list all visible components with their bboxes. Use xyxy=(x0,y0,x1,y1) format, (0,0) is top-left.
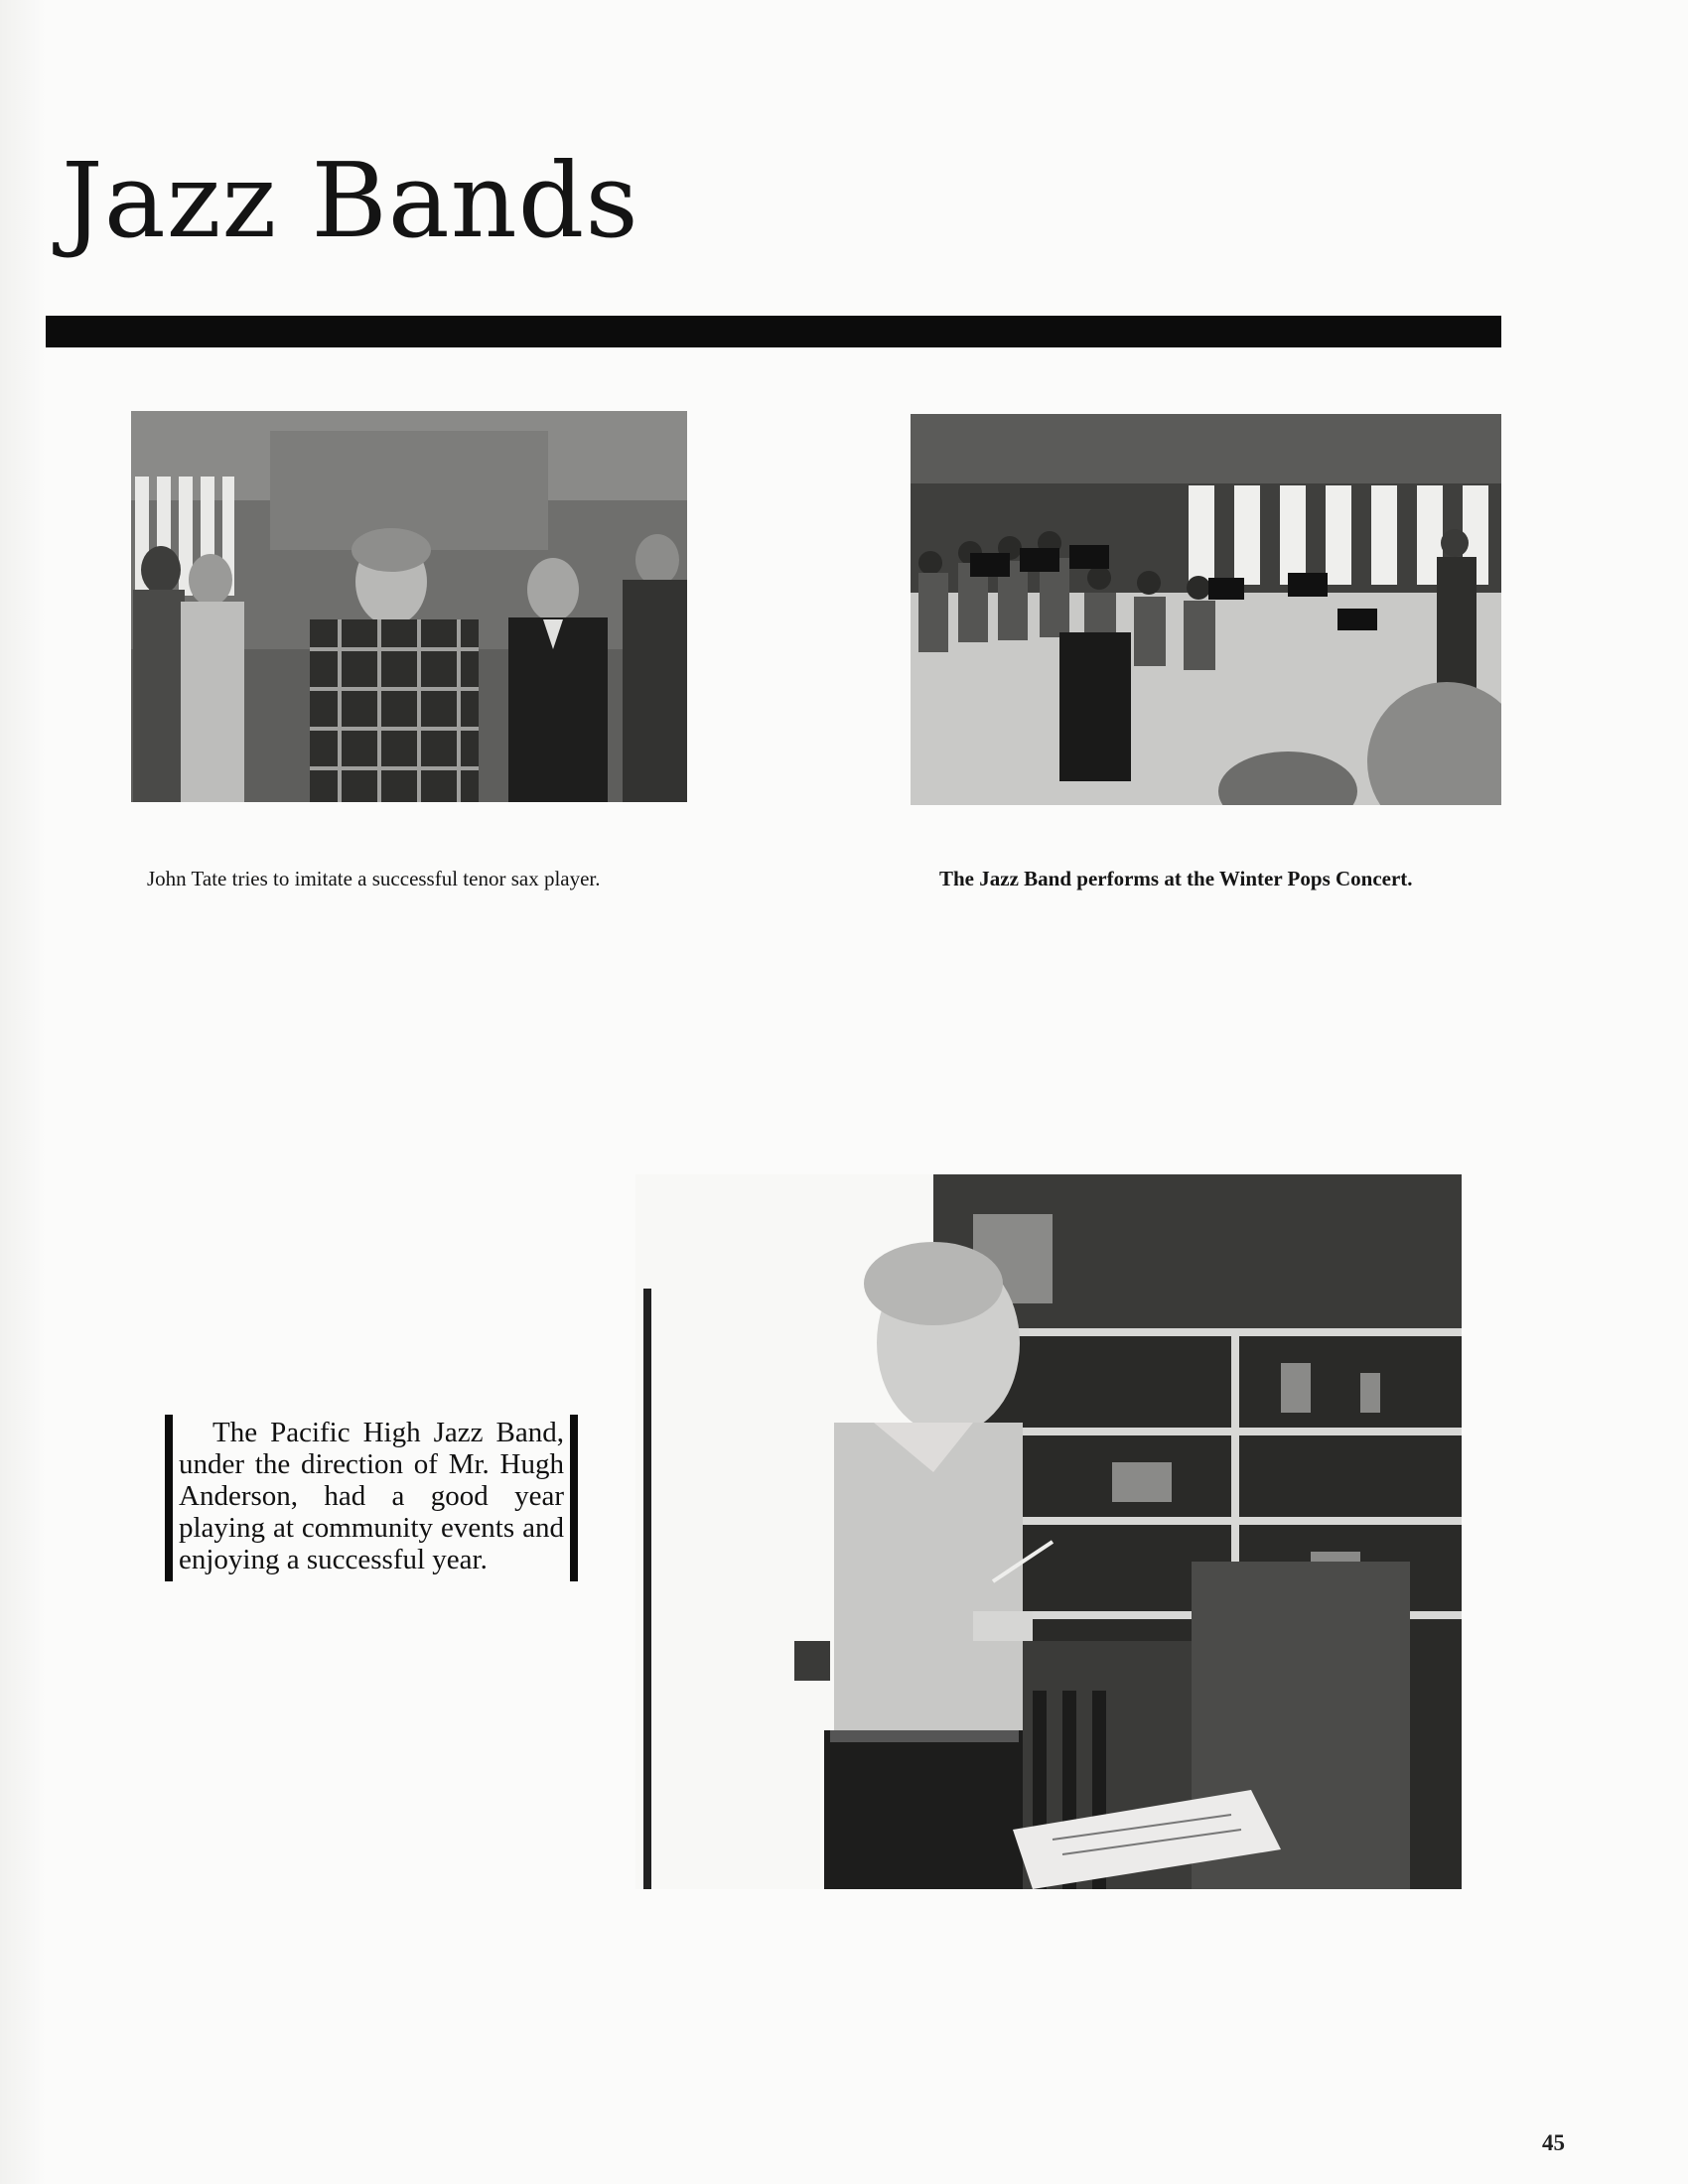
caption-sax-player: John Tate tries to imitate a successful tenor sax player. xyxy=(147,867,601,890)
photo-director xyxy=(635,1174,1462,1889)
page-edge-shadow xyxy=(0,0,46,2184)
title-rule xyxy=(46,316,1501,347)
page-number: 45 xyxy=(1542,2130,1565,2155)
photo-winter-pops-concert xyxy=(911,414,1501,805)
page-title: Jazz Bands xyxy=(62,140,639,261)
photo-sax-player xyxy=(131,411,687,802)
story-blurb: The Pacific High Jazz Band, under the direction of Mr. Hugh Anderson, had a good year playing at community events and enjoying a successful year. xyxy=(165,1415,578,1581)
caption-winter-pops-concert: The Jazz Band performs at the Winter Pops Concert. xyxy=(939,867,1413,890)
